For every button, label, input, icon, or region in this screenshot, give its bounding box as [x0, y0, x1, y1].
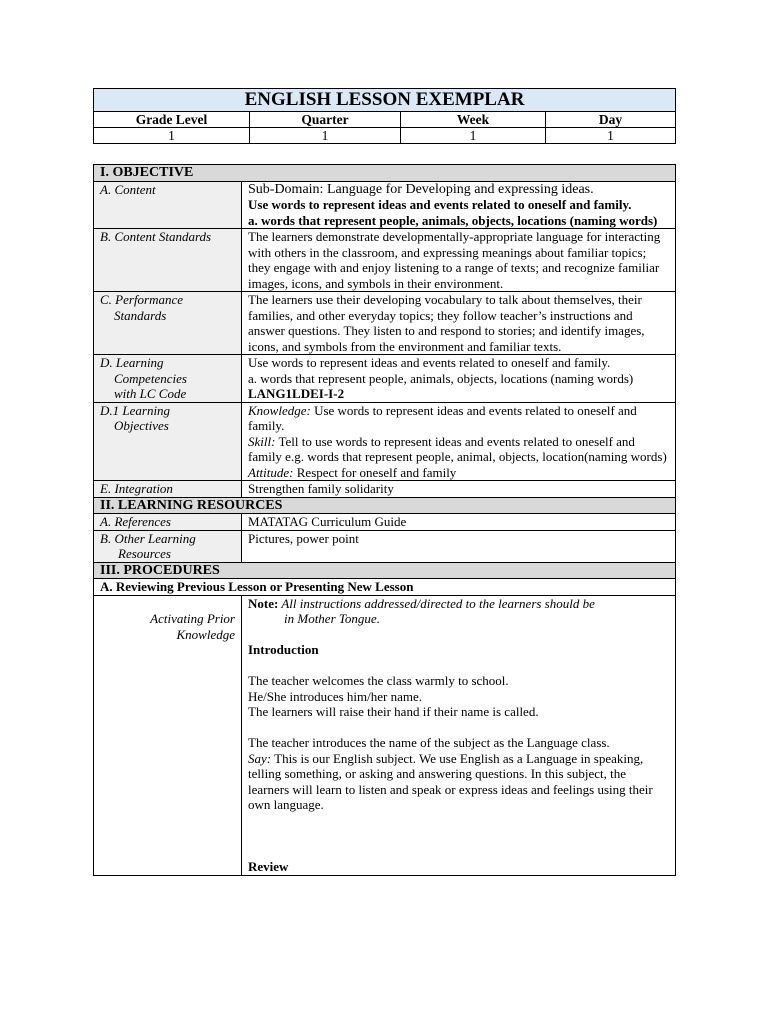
say-label: Say: — [248, 750, 272, 766]
row-references — [94, 514, 676, 531]
label-competencies-1: D. Learning — [100, 355, 164, 370]
competencies-code: LANG1LDEI-I-2 — [248, 386, 345, 401]
value-competencies — [242, 355, 676, 403]
say-paragraph — [248, 751, 669, 813]
note-line1 — [248, 596, 669, 612]
intro-line1: The teacher welcomes the class warmly to school. — [248, 673, 509, 688]
header-label-grade: Grade Level — [94, 112, 250, 128]
value-integration: Strengthen family solidarity — [242, 481, 676, 498]
label-content: A. Content — [94, 181, 242, 229]
label-performance-1: C. Performance — [100, 292, 184, 307]
row-learning-objectives — [94, 402, 676, 481]
knowledge-text: Use words to represent ideas and events related to oneself and family. — [248, 402, 637, 433]
row-content — [94, 181, 676, 229]
label-content-standards: B. Content Standards — [94, 229, 242, 292]
label-learning-objectives — [94, 402, 242, 481]
header-value-week: 1 — [401, 128, 546, 144]
value-references: MATATAG Curriculum Guide — [242, 514, 676, 531]
knowledge-label: Knowledge: — [248, 402, 311, 418]
note-label: Note: — [248, 595, 279, 611]
skill-label: Skill: — [248, 433, 276, 449]
row-activating — [94, 595, 676, 875]
label-performance-standards — [94, 292, 242, 355]
note-text-1: All instructions addressed/directed to the learners should be — [278, 595, 595, 611]
label-integration: E. Integration — [94, 481, 242, 498]
lesson-table — [93, 164, 676, 876]
attitude-text: Respect for oneself and family — [293, 464, 457, 480]
row-integration — [94, 481, 676, 498]
header-label-quarter: Quarter — [250, 112, 401, 128]
label-activating — [94, 595, 242, 875]
label-other-2: Resources — [118, 546, 171, 561]
header-value-quarter: 1 — [250, 128, 401, 144]
label-references: A. References — [94, 514, 242, 531]
header-label-week: Week — [401, 112, 546, 128]
value-learning-objectives — [242, 402, 676, 481]
say-text: This is our English subject. We use English as a Language in speaking, telling something, or asking and answering questions. In this subject, the learners will learn to listen and speak or express ideas and feelings using their own language. — [248, 750, 653, 812]
label-other-resources — [94, 530, 242, 562]
procedures-sub-a: A. Reviewing Previous Lesson or Presenting New Lesson — [94, 579, 676, 596]
label-other-1: B. Other Learning — [100, 530, 196, 546]
intro-line3: The learners will raise their hand if their name is called. — [248, 704, 539, 719]
header-value-day: 1 — [546, 128, 676, 144]
attitude-label: Attitude: — [248, 464, 294, 480]
content-line2: Use words to represent ideas and events related to oneself and family. — [248, 197, 632, 212]
label-objectives-2: Objectives — [114, 418, 169, 433]
row-other-resources — [94, 530, 676, 562]
page-title: ENGLISH LESSON EXEMPLAR — [94, 89, 676, 112]
row-competencies — [94, 355, 676, 403]
content-line3: a. words that represent people, animals, objects, locations (naming words) — [248, 212, 658, 228]
value-activating — [242, 595, 676, 875]
intro-line2: He/She introduces him/her name. — [248, 688, 423, 704]
skill-text: Tell to use words to represent ideas and events related to oneself and family e.g. words that represent people, animal, objects, location(naming words) — [248, 433, 667, 464]
objective-skill — [248, 434, 669, 465]
section-resources: II. LEARNING RESOURCES — [94, 497, 676, 514]
label-competencies-2: Competencies — [114, 370, 187, 386]
row-content-standards — [94, 229, 676, 292]
value-performance-standards: The learners use their developing vocabulary to talk about themselves, their families, and other everyday topics; they follow teacher’s instructions and answer questions. They listen to and respond to stories; and identify images, icons, and symbols from the environment and familiar texts. — [242, 292, 676, 355]
header-table — [93, 88, 676, 144]
label-competencies-3: with LC Code — [114, 386, 187, 401]
section-procedures: III. PROCEDURES — [94, 562, 676, 579]
header-label-day: Day — [546, 112, 676, 128]
competencies-line1: Use words to represent ideas and events related to oneself and family. — [248, 355, 611, 370]
review-heading: Review — [248, 859, 289, 874]
subject-line: The teacher introduces the name of the subject as the Language class. — [248, 735, 610, 750]
objective-attitude — [248, 465, 669, 481]
note-text-2: in Mother Tongue. — [284, 611, 380, 626]
value-other-resources: Pictures, power point — [242, 530, 676, 562]
objective-knowledge — [248, 403, 669, 434]
row-performance-standards — [94, 292, 676, 355]
value-content-standards: The learners demonstrate developmentally-appropriate language for interacting with others in the classroom, and expressing meanings about familiar topics; they engage with and enjoy listening to a range of texts; and recognize familiar images, icons, and symbols in their environment. — [242, 229, 676, 292]
intro-heading: Introduction — [248, 642, 319, 657]
label-objectives-1: D.1 Learning — [100, 402, 171, 418]
content-subdomain: Sub-Domain: Language for Developing and expressing ideas. — [248, 181, 594, 197]
label-competencies — [94, 355, 242, 403]
label-activating-2: Knowledge — [176, 626, 235, 642]
header-value-grade: 1 — [94, 128, 250, 144]
section-objective: I. OBJECTIVE — [94, 165, 676, 182]
label-performance-2: Standards — [114, 307, 167, 323]
value-content — [242, 181, 676, 229]
competencies-line2: a. words that represent people, animals, objects, locations (naming words) — [248, 370, 634, 386]
label-activating-1: Activating Prior — [150, 611, 235, 626]
